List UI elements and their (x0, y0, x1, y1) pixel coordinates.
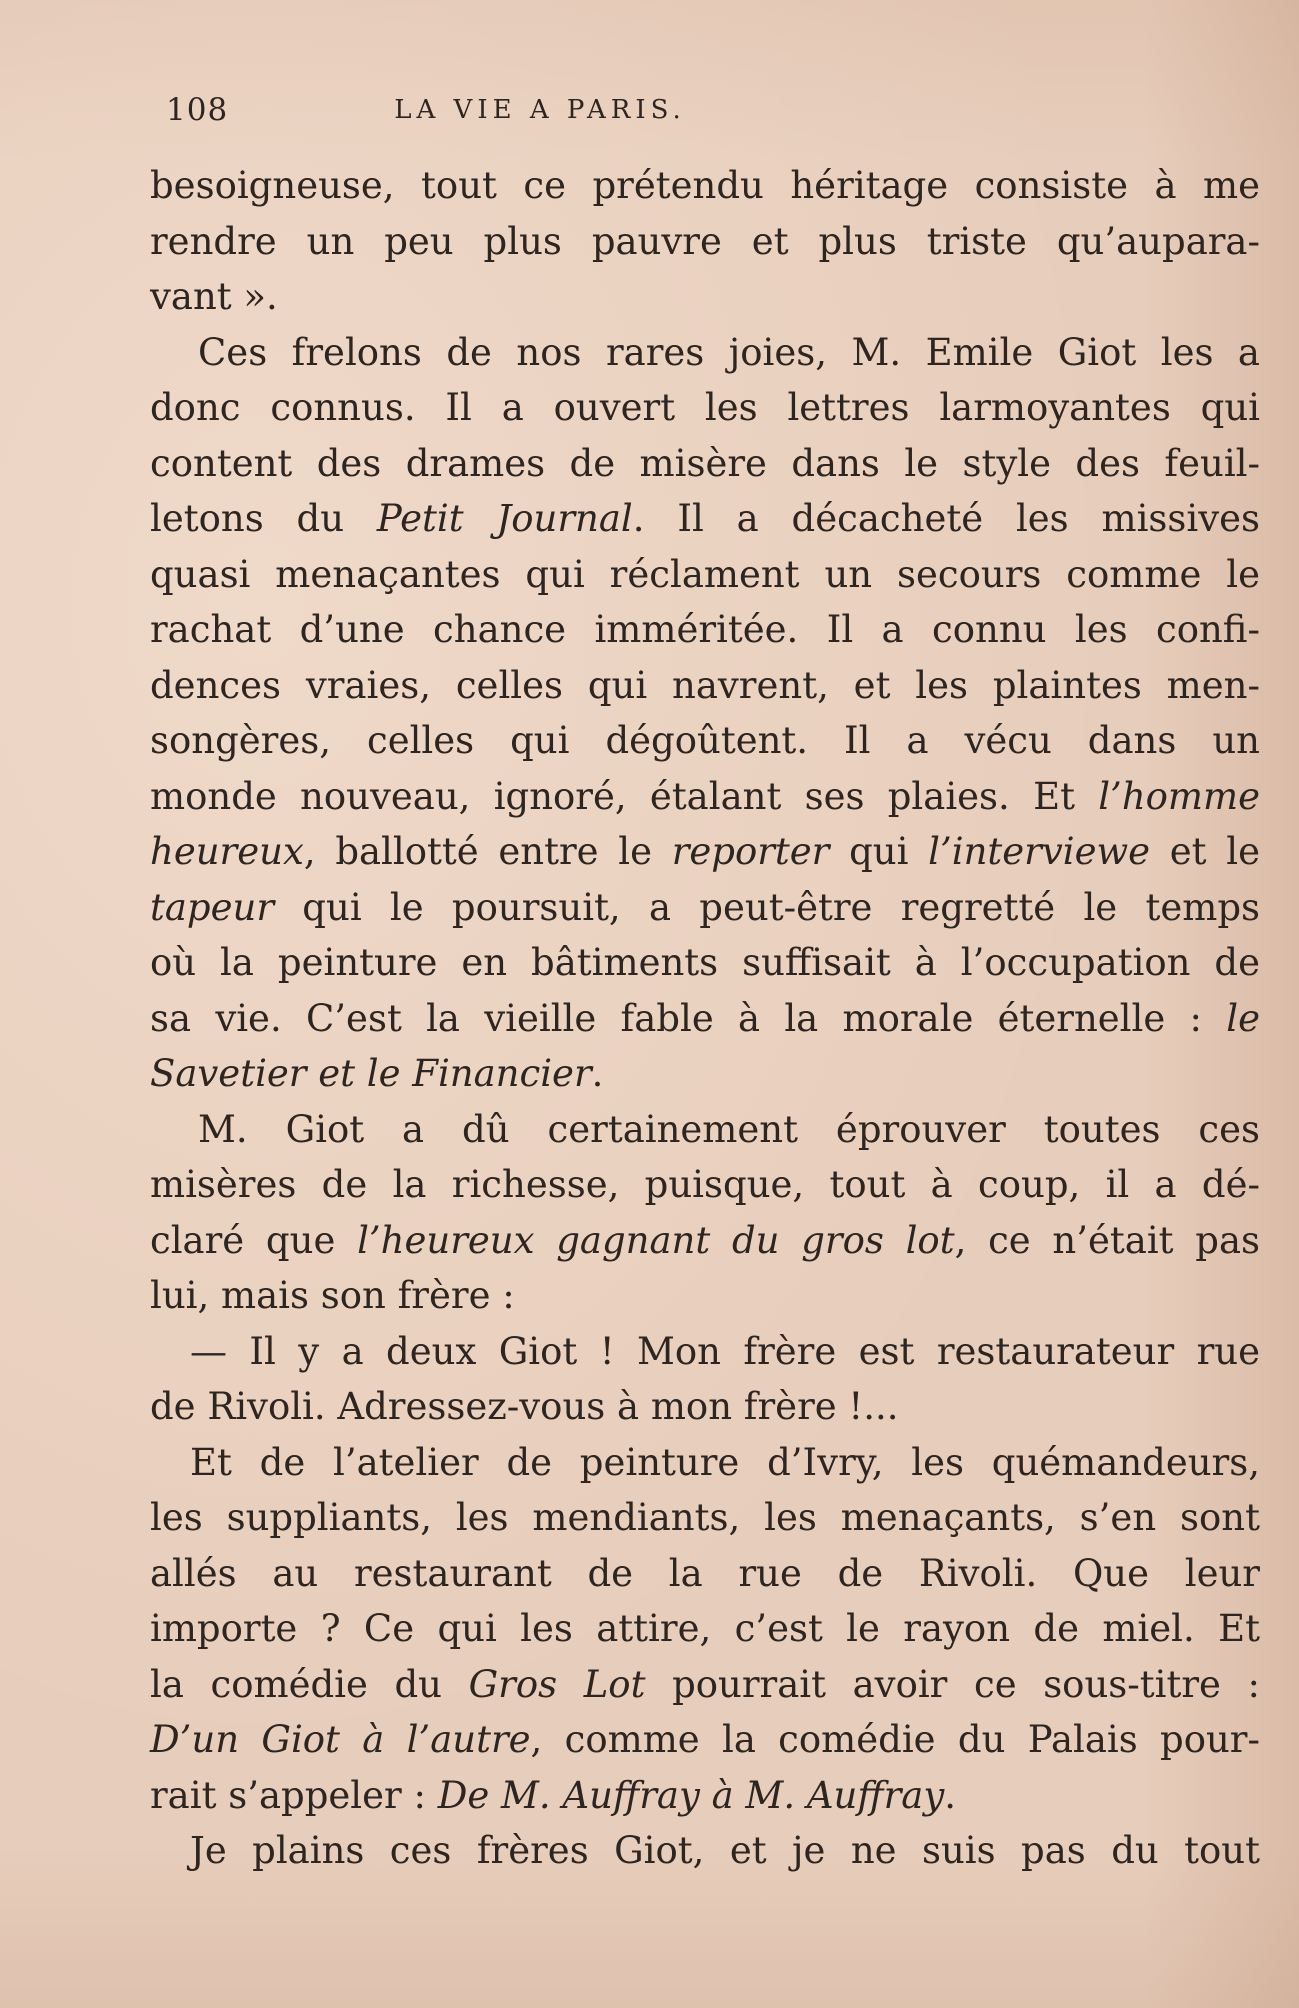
text-line (150, 1768, 1260, 1824)
text-span: . Il a décacheté les missives (632, 497, 1261, 540)
text-span: les suppliants, les mendiants, les menaçants, s’en sont (150, 1496, 1260, 1539)
text-line (150, 602, 1260, 658)
text-line (150, 214, 1260, 270)
text-span: rachat d’une chance imméritée. Il a connu les confi- (150, 608, 1260, 651)
text-line (150, 769, 1260, 825)
text-line (150, 1657, 1260, 1713)
text-span: content des drames de misère dans le style des feuil- (150, 441, 1260, 485)
text-span: où la peinture en bâtiments suffisait à l’occupation de (150, 941, 1260, 984)
text-span: besoigneuse, tout ce prétendu héritage consiste à me (150, 164, 1260, 207)
text-line (150, 491, 1260, 547)
text-span: M. Giot a dû certainement éprouver toutes ces (198, 1107, 1260, 1151)
text-span: , ce n’était pas (954, 1218, 1260, 1262)
text-span: Ces frelons de nos rares joies, M. Emile Giot les a (198, 330, 1260, 374)
text-line (150, 1213, 1260, 1269)
italic-title: Petit Journal (376, 497, 633, 540)
paragraph-start-line (150, 1823, 1260, 1879)
text-span: letons du (150, 497, 377, 540)
text-span: . (591, 1052, 604, 1095)
text-line (150, 1546, 1260, 1602)
text-span: quasi menaçantes qui réclament un secours comme le (150, 552, 1260, 596)
text-line (150, 713, 1260, 769)
text-span: songères, celles qui dégoûtent. Il a vécu dans un (150, 719, 1260, 762)
text-span: de Rivoli. Adressez-vous à mon frère !... (150, 1385, 899, 1428)
text-span: rait s’appeler : (150, 1773, 438, 1817)
text-line (150, 1601, 1260, 1657)
text-line (150, 436, 1260, 492)
text-span: Je plains ces frères Giot, et je ne suis pas du tout (190, 1829, 1260, 1872)
text-line (150, 824, 1260, 880)
text-span: Et de l’atelier de peinture d’Ivry, les quémandeurs, (190, 1440, 1260, 1484)
text-span: la comédie du (150, 1662, 469, 1706)
italic-phrase: l’interviewe (928, 830, 1151, 873)
text-line (150, 991, 1260, 1047)
text-line (150, 1268, 1260, 1324)
italic-phrase: heureux (150, 830, 304, 873)
italic-phrase: D’un Giot à l’autre (150, 1718, 531, 1761)
text-line (150, 1490, 1260, 1546)
page-header (166, 92, 906, 132)
text-span: rendre un peu plus pauvre et plus triste qu’aupara- (150, 219, 1260, 263)
dialogue-line (150, 1324, 1260, 1380)
italic-phrase: tapeur (150, 885, 275, 929)
text-span: misères de la richesse, puisque, tout à coup, il a dé- (150, 1163, 1260, 1206)
body-text (150, 158, 1260, 1879)
page-number: 108 (166, 92, 229, 128)
italic-title: Gros Lot (468, 1662, 646, 1706)
text-span: vant ». (150, 275, 278, 318)
italic-phrase: l’heureux gagnant du gros lot (357, 1218, 955, 1262)
text-line (150, 1379, 1260, 1435)
text-line (150, 269, 1260, 325)
italic-title: Savetier et le Financier (150, 1052, 592, 1095)
text-span: pourrait avoir ce sous-titre : (645, 1662, 1261, 1706)
paragraph-start-line (150, 1435, 1260, 1491)
italic-phrase: De M. Auffray à M. Auffray (437, 1773, 945, 1817)
text-span: , comme la comédie du Palais pour- (530, 1718, 1260, 1761)
text-span: lui, mais son frère : (150, 1274, 515, 1317)
text-line (150, 1157, 1260, 1213)
text-span: . (944, 1773, 957, 1817)
text-span: donc connus. Il a ouvert les lettres larmoyantes qui (150, 386, 1260, 429)
running-title: LA VIE A PARIS. (394, 95, 686, 125)
text-line (150, 547, 1260, 603)
paragraph-start-line (150, 325, 1260, 381)
text-line (150, 880, 1260, 936)
text-span: qui le poursuit, a peut-être regretté le temps (274, 885, 1260, 929)
text-span: qui (829, 830, 929, 873)
text-span: importe ? Ce qui les attire, c’est le rayon de miel. Et (150, 1607, 1260, 1650)
text-span: allés au restaurant de la rue de Rivoli. Que leur (150, 1551, 1260, 1595)
text-line (150, 935, 1260, 991)
text-span: — Il y a deux Giot ! Mon frère est restaurateur rue (190, 1329, 1260, 1373)
text-span: et le (1150, 830, 1260, 873)
italic-phrase: l’homme (1098, 774, 1260, 818)
italic-phrase: le (1226, 996, 1260, 1040)
text-span: sa vie. C’est la vieille fable à la morale éternelle : (150, 996, 1227, 1040)
text-span: monde nouveau, ignoré, étalant ses plaies. Et (150, 774, 1099, 818)
italic-phrase: reporter (671, 830, 830, 873)
text-span: claré que (150, 1218, 358, 1262)
text-line (150, 658, 1260, 714)
paragraph-start-line (150, 1102, 1260, 1158)
text-line (150, 158, 1260, 214)
text-line (150, 1712, 1260, 1768)
text-line (150, 380, 1260, 436)
text-line (150, 1046, 1260, 1102)
text-span: , ballotté entre le (303, 830, 672, 873)
text-span: dences vraies, celles qui navrent, et les plaintes men- (150, 663, 1260, 707)
